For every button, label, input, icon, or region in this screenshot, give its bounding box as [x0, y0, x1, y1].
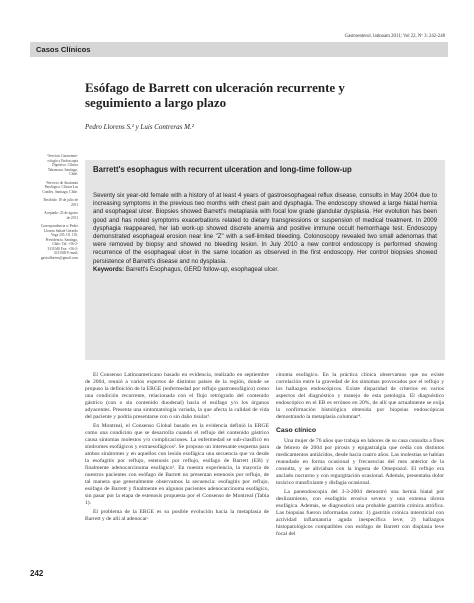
article-title: Esófago de Barrett con ulceración recurrente y seguimiento a largo plazo — [85, 80, 345, 110]
received-date: Recibido: 18 de julio de 2011 — [43, 198, 78, 207]
case-paragraph: La panendoscopia del 3-3-2004 demostró una hernia hiatal por deslizamiento, con esofagitis erosiva severa y una extensa úlcera esofágica. Además, se diagnosticó una probable gastritis crónica atrófica. Las biopsias fueron informadas como: 1) gastritis crónica intersticial con actividad inflamatoria aguda inespecífica leve; 2) hallazgos histopatológicos compatibles con esófago de Barrett con displasia leve focal del — [276, 489, 444, 537]
body-paragraph: cinoma esofágico. En la práctica clínica observamos que no existe correlación entre la gravedad de los síntomas provocados por el reflujo y los hallazgos endoscópicos. Existe disparidad de criterios en varios aspectos del diagnóstico y manejo de esta patología. El diagnóstico endoscópico en el EB es erróneo en 20%, de allí que actualmente se exija la confirmación histológica obtenida por biopsias endoscópicas demostrando la metaplasia columnar⁴. — [276, 372, 444, 420]
body-paragraph: En Montreal, el Consenso Global basado en la evidencia definió la ERGE como una condición que se desarrolla cuando el reflujo del contenido gástrico causa síntomas molestos y/o complicaciones. La enfermedad se sub-clasificó en síndromes esofágicos y extraesofágicos². Se propuso un interesante esquema para ambos síndromes y en aquellos con lesión esofágica una secuencia que va desde la esofagitis por reflujo, estenosis por reflujo, esófago de Barrett (EB) y finalmente adenocarcinoma esofágico³. En nuestra experiencia, la mayoría de nuestros pacientes con esófago de Barrett no presentan estenosis por reflujo, de tal manera que generalmente observamos la secuencia: esofagitis por reflujo, esófago de Barrett y finalmente en algunos pacientes adenocarcinoma esofágico, sin pasar por la etapa de estenosis propuesta por el Consenso de Montreal (Tabla 1). — [85, 423, 269, 506]
abstract-title: Barrett's esophagus with recurrent ulceration and long-time follow-up — [93, 165, 352, 174]
affiliation-sidebar — [40, 154, 78, 264]
body-paragraph: El Consenso Latinoamericano basado en evidencia, realizado en septiembre de 2004, reunió a varios expertos de distintos países de la región, donde se propuso la definición de la ERGE (enfermedad por reflujo gastroesofágico) como una condición recurrente, relacionada con el flujo retrógrado del contenido gástrico (con o sin contenido duodenal) hacia el esófago y/o los órganos adyacentes. Presenta una sintomatología variada, la que afecta la calidad de vida del paciente y podría presentarse con o sin daño tisular¹. — [85, 372, 269, 420]
correspondence-info: Correspondencia a: Pedro Llorens Sabaté Gerardo Vega 235, Of. 110, Providencia. Santiago, Chile. Tel: +56-2-3311040 Fax: +56-2-3311049 E-mail: gastrollorens@gmail.com — [40, 224, 78, 260]
accepted-date: Aceptado: 25 de agosto de 2011 — [44, 211, 78, 220]
abstract-text: Seventy six year-old female with a history of at least 4 years of gastroesophageal reflux disease, consults in May 2004 due to increasing symptoms in the previous two months with chest pain and dysphagia. The endoscopy showed a large hiatal hernia and esophageal ulcer. Biopsies showed Barrett's metaplasia with focal low grade glandular dysplasia. Her evolution has been good and has noted symptoms exacerbations related to dietary transgressions or suspension of medical treatment. In 2009 dysphagia reappeared, her lab work-up showed discrete anemia and positive immune occult hemorrhage test. Endoscopy demonstrated esophageal erosion near line "Z" with a self-limited bleeding. Colonoscopy revealed two small adenomas that were removed by biopsy and showed no bleeding lesion. In July 2010 a new control endoscopy is performed showing recurrence of the esophageal ulcer in the same location as observed in the first endoscopy. Her control biopsies showed persistence of Barrett's disease and no dysplasia. — [93, 192, 437, 265]
case-heading: Caso clínico — [276, 427, 317, 434]
keywords-label: Keywords: — [93, 265, 125, 273]
keywords-list: Barrett's Esophagus, GERD follow-up, esophageal ulcer. — [124, 265, 279, 273]
affiliation-note: ¹Servicio Gastroente-rología y Endoscopia Digestiva. Clínica Tabancura. Santiago, Chile. — [47, 154, 78, 176]
journal-reference: Gastroenterol. latinoam 2011; Vol 22, Nº 3: 242-248 — [344, 34, 445, 39]
article-authors: Pedro Llorens S.¹ y Luis Contreras M.² — [85, 123, 194, 131]
page-number: 242 — [30, 569, 44, 578]
body-paragraph: El problema de la ERGE es su posible evolución hacia la metaplasia de Barrett y de allí al adenocar- — [85, 509, 269, 522]
abstract-box — [85, 160, 445, 360]
affiliation-note: ²Servicio de Anatomía Patológica. Clínica Las Condes. Santiago, Chile. — [42, 180, 78, 194]
keywords — [93, 266, 437, 274]
body-column-right — [276, 372, 444, 540]
case-paragraph: Una mujer de 76 años que trabaja en labores de su casa consulta a fines de febrero de 2004 por pirosis y epigastralgia que cedía con distintos medicamentos antiácidos, desde hacía cuatro años. Las molestias se habían reanudado en forma ocasional y frecuencias del mes anterior de la consulta, y se aliviaban con la ingesta de Omeprazol. El reflujo era anclado nocturno y con regurgitación ocasional. Además, presentaba dolor torácico transfixiante y disfagia ocasional. — [276, 438, 444, 486]
section-header: Casos Clínicos — [30, 42, 448, 57]
body-column-left — [85, 372, 269, 525]
